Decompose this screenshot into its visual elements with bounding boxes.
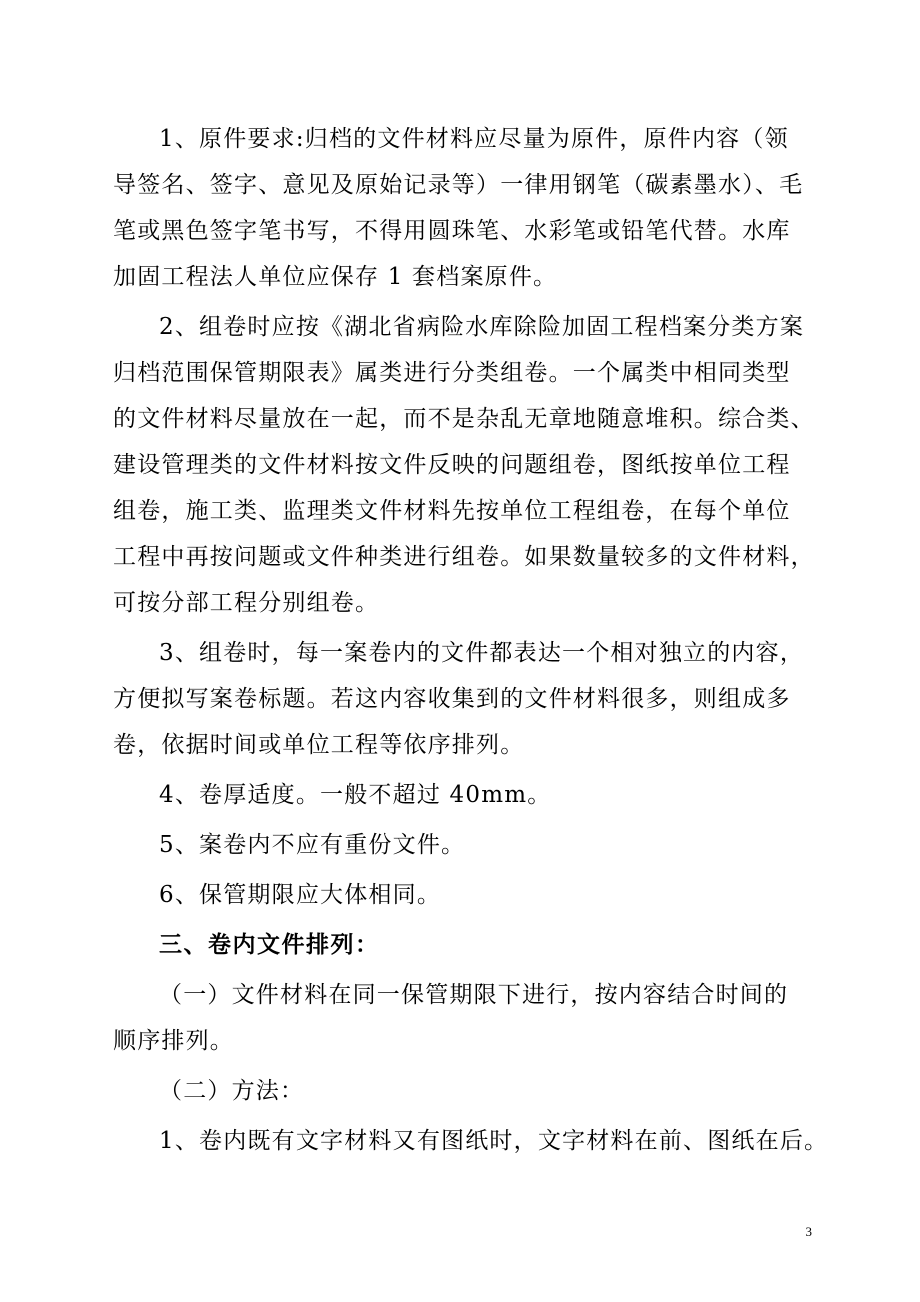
text-line: 建设管理类的文件材料按文件反映的问题组卷，图纸按单位工程	[113, 452, 791, 478]
text-line: 的文件材料尽量放在一起，而不是杂乱无章地随意堆积。综合类、	[113, 406, 815, 432]
paragraph-volume-grouping	[113, 304, 813, 626]
text-line: 卷，依据时间或单位工程等依序排列。	[113, 732, 525, 758]
text-line: 工程中再按问题或文件种类进行组卷。如果数量较多的文件材料，	[113, 544, 815, 570]
text-line: 加固工程法人单位应保存 1 套档案原件。	[113, 264, 558, 290]
text-line: 组卷，施工类、监理类文件材料先按单位工程组卷，在每个单位	[113, 498, 791, 524]
text-line: 6、保管期限应大体相同。	[159, 882, 442, 908]
text-line: 顺序排列。	[113, 1028, 234, 1054]
paragraph-text-before-drawings	[113, 1118, 829, 1164]
text-line: 4、卷厚适度。一般不超过 40mm。	[159, 782, 552, 808]
paragraph-arrangement-rule	[113, 972, 813, 1064]
paragraph-volume-content	[113, 630, 813, 768]
text-line: 可按分部工程分别组卷。	[113, 590, 380, 616]
paragraph-method-heading	[113, 1068, 813, 1114]
section-heading: 三、卷内文件排列：	[159, 931, 380, 958]
text-line: （一）文件材料在同一保管期限下进行，按内容结合时间的	[159, 982, 789, 1008]
text-line: 导签名、签字、意见及原始记录等）一律用钢笔（碳素墨水）、毛	[113, 172, 804, 198]
text-line: 3、组卷时，每一案卷内的文件都表达一个相对独立的内容，	[159, 640, 805, 666]
text-line: 归档范围保管期限表》属类进行分类组卷。一个属类中相同类型	[113, 360, 791, 386]
text-line: 2、组卷时应按《湖北省病险水库除险加固工程档案分类方案	[159, 314, 805, 340]
text-line: 1、原件要求:归档的文件材料应尽量为原件，原件内容（领	[159, 126, 789, 152]
text-line: 方便拟写案卷标题。若这内容收集到的文件材料很多，则组成多	[113, 686, 791, 712]
text-line: 1、卷内既有文字材料又有图纸时，文字材料在前、图纸在后。	[159, 1128, 829, 1154]
paragraph-no-duplicates	[113, 822, 813, 868]
text-line: 笔或黑色签字笔书写，不得用圆珠笔、水彩笔或铅笔代替。水库	[113, 218, 791, 244]
document-body	[113, 116, 829, 1164]
paragraph-retention-period	[113, 872, 813, 918]
text-line: （二）方法：	[159, 1078, 305, 1104]
text-line: 5、案卷内不应有重份文件。	[159, 832, 466, 858]
paragraph-original-requirements	[113, 116, 813, 300]
page-number: 3	[805, 1224, 812, 1239]
paragraph-volume-thickness	[113, 772, 813, 818]
